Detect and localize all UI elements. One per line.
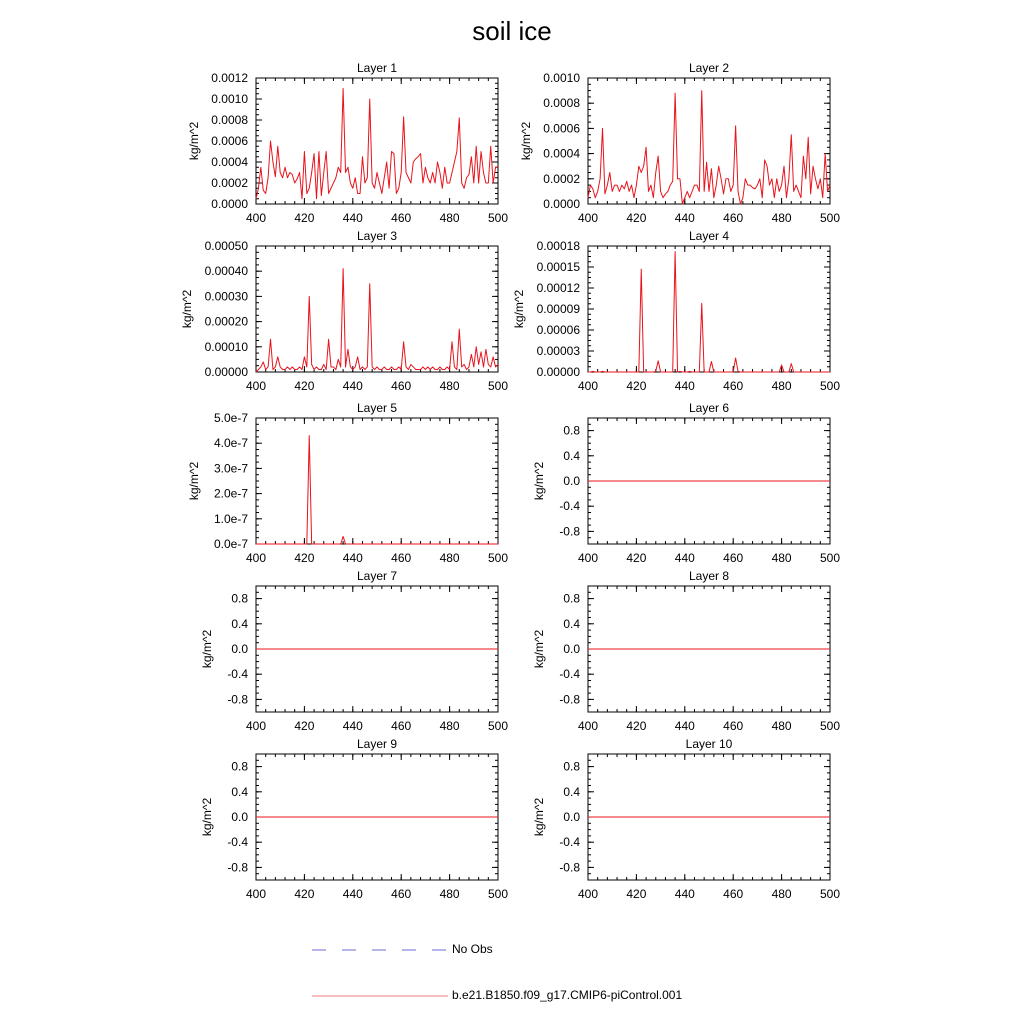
x-tick-label: 440: [674, 211, 695, 225]
y-axis-label: kg/m^2: [200, 629, 215, 669]
x-tick-label: 480: [439, 719, 460, 733]
x-tick-label: 440: [342, 551, 363, 565]
x-tick-label: 460: [391, 551, 412, 565]
x-tick-label: 480: [771, 211, 792, 225]
x-tick-label: 500: [819, 887, 841, 901]
x-tick-label: 400: [245, 211, 267, 225]
y-tick-label: -0.4: [559, 667, 580, 682]
x-tick-label: 460: [723, 551, 744, 565]
panel-title: Layer 10: [685, 737, 733, 751]
x-tick-label: 460: [391, 887, 412, 901]
x-tick-label: 440: [674, 379, 695, 393]
y-tick-label: 0.0000: [543, 197, 580, 211]
x-tick-label: 400: [245, 719, 267, 733]
x-tick-label: 400: [245, 379, 267, 393]
y-tick-label: -0.4: [559, 835, 580, 850]
x-tick-label: 480: [771, 379, 792, 393]
y-tick-label: 0.0: [231, 642, 248, 656]
panel-title: Layer 7: [356, 569, 398, 583]
x-tick-label: 500: [487, 551, 509, 565]
x-tick-label: 420: [626, 379, 647, 393]
x-tick-label: 480: [439, 379, 460, 393]
x-tick-label: 480: [771, 551, 792, 565]
x-tick-label: 420: [626, 211, 647, 225]
y-tick-label: 0.00018: [536, 239, 580, 253]
panel-title: Layer 5: [356, 401, 398, 415]
x-tick-label: 500: [819, 211, 841, 225]
y-tick-label: 4.0e-7: [213, 436, 248, 451]
x-tick-label: 420: [626, 551, 647, 565]
x-tick-label: 420: [294, 551, 315, 565]
x-tick-label: 480: [439, 887, 460, 901]
x-tick-label: 460: [723, 719, 744, 733]
y-tick-label: 0.0: [231, 810, 248, 824]
y-tick-label: 0.00000: [204, 365, 248, 379]
y-tick-label: 0.0: [563, 474, 580, 488]
y-tick-label: -0.8: [227, 692, 248, 707]
x-tick-label: 440: [674, 551, 695, 565]
x-tick-label: 440: [342, 887, 363, 901]
y-tick-label: 0.00010: [204, 339, 248, 354]
y-tick-label: 0.4: [563, 448, 580, 463]
x-tick-label: 500: [819, 719, 841, 733]
y-tick-label: 1.0e-7: [213, 511, 248, 526]
x-tick-label: 500: [819, 379, 841, 393]
legend-label-no-obs: No Obs: [452, 942, 493, 956]
panel-title: Layer 1: [356, 61, 398, 75]
y-tick-label: -0.8: [559, 860, 580, 875]
legend-label-model: b.e21.B1850.f09_g17.CMIP6-piControl.001: [452, 988, 683, 1002]
figure-title: soil ice: [472, 16, 552, 46]
y-tick-label: -0.8: [559, 524, 580, 539]
y-tick-label: 0.8: [563, 423, 580, 438]
panel-title: Layer 6: [688, 401, 730, 415]
y-tick-label: 0.00006: [536, 323, 580, 337]
y-tick-label: 0.0010: [211, 92, 248, 106]
x-tick-label: 500: [487, 379, 509, 393]
y-tick-label: 0.0002: [211, 176, 248, 190]
x-tick-label: 500: [819, 551, 841, 565]
y-tick-label: 0.4: [231, 784, 248, 799]
x-tick-label: 480: [771, 887, 792, 901]
y-tick-label: 0.00009: [536, 302, 580, 316]
y-tick-label: 0.0012: [211, 71, 248, 85]
y-tick-label: 0.00030: [204, 289, 248, 304]
panel-title: Layer 3: [356, 229, 398, 243]
x-tick-label: 420: [294, 887, 315, 901]
y-tick-label: 0.00040: [204, 264, 248, 279]
y-tick-label: 0.0000: [211, 197, 248, 211]
y-tick-label: 2.0e-7: [213, 486, 248, 501]
y-tick-label: 0.0008: [543, 96, 580, 111]
x-tick-label: 440: [342, 379, 363, 393]
y-tick-label: 0.0008: [211, 113, 248, 127]
y-tick-label: 0.4: [563, 616, 580, 631]
x-tick-label: 420: [626, 887, 647, 901]
panel-title: Layer 2: [688, 61, 730, 75]
x-tick-label: 400: [577, 211, 599, 225]
panel-title: Layer 9: [356, 737, 398, 751]
x-tick-label: 400: [577, 887, 599, 901]
y-tick-label: -0.4: [227, 667, 248, 682]
y-axis-label: kg/m^2: [518, 121, 533, 161]
y-tick-label: 0.0: [563, 642, 580, 656]
x-tick-label: 400: [577, 551, 599, 565]
y-tick-label: -0.8: [227, 860, 248, 875]
y-tick-label: -0.4: [559, 499, 580, 514]
x-tick-label: 460: [391, 211, 412, 225]
x-tick-label: 500: [487, 887, 509, 901]
y-tick-label: 0.8: [231, 759, 248, 774]
y-axis-label: kg/m^2: [532, 629, 547, 669]
y-tick-label: 0.00003: [536, 344, 580, 358]
x-tick-label: 460: [723, 379, 744, 393]
y-tick-label: -0.4: [227, 835, 248, 850]
x-tick-label: 460: [723, 211, 744, 225]
y-tick-label: 0.8: [563, 591, 580, 606]
x-tick-label: 440: [342, 719, 363, 733]
panel-title: Layer 4: [688, 229, 730, 243]
y-tick-label: 0.4: [563, 784, 580, 799]
x-tick-label: 400: [245, 887, 267, 901]
y-tick-label: 0.8: [563, 759, 580, 774]
y-tick-label: 0.00015: [536, 260, 580, 274]
x-tick-label: 440: [674, 719, 695, 733]
y-tick-label: 0.0004: [211, 155, 248, 169]
y-tick-label: 0.0002: [543, 171, 580, 186]
y-tick-label: 0.00012: [536, 281, 580, 295]
x-tick-label: 460: [391, 379, 412, 393]
x-tick-label: 480: [771, 719, 792, 733]
x-tick-label: 500: [487, 211, 509, 225]
y-tick-label: 0.0006: [543, 121, 580, 136]
y-tick-label: -0.8: [559, 692, 580, 707]
x-tick-label: 440: [342, 211, 363, 225]
panel-title: Layer 8: [688, 569, 730, 583]
y-axis-label: kg/m^2: [512, 289, 527, 329]
y-tick-label: 5.0e-7: [213, 411, 248, 425]
x-tick-label: 500: [487, 719, 509, 733]
y-tick-label: 0.0006: [211, 134, 248, 148]
y-tick-label: 0.8: [231, 591, 248, 606]
y-tick-label: 0.0: [563, 810, 580, 824]
y-axis-label: kg/m^2: [186, 461, 201, 501]
x-tick-label: 480: [439, 211, 460, 225]
y-axis-label: kg/m^2: [186, 121, 201, 161]
y-tick-label: 0.0e-7: [213, 537, 248, 551]
x-tick-label: 460: [391, 719, 412, 733]
y-axis-label: kg/m^2: [532, 797, 547, 837]
x-tick-label: 420: [626, 719, 647, 733]
x-tick-label: 480: [439, 551, 460, 565]
y-axis-label: kg/m^2: [200, 797, 215, 837]
x-tick-label: 400: [577, 379, 599, 393]
x-tick-label: 440: [674, 887, 695, 901]
y-tick-label: 0.0010: [543, 71, 580, 85]
y-tick-label: 0.00000: [536, 365, 580, 379]
x-tick-label: 420: [294, 379, 315, 393]
y-tick-label: 0.00050: [204, 239, 248, 253]
x-tick-label: 400: [245, 551, 267, 565]
y-axis-label: kg/m^2: [532, 461, 547, 501]
y-tick-label: 0.0004: [543, 146, 580, 161]
y-axis-label: kg/m^2: [180, 289, 195, 329]
y-tick-label: 0.4: [231, 616, 248, 631]
y-tick-label: 3.0e-7: [213, 461, 248, 476]
x-tick-label: 420: [294, 211, 315, 225]
y-tick-label: 0.00020: [204, 314, 248, 329]
x-tick-label: 420: [294, 719, 315, 733]
x-tick-label: 400: [577, 719, 599, 733]
x-tick-label: 460: [723, 887, 744, 901]
